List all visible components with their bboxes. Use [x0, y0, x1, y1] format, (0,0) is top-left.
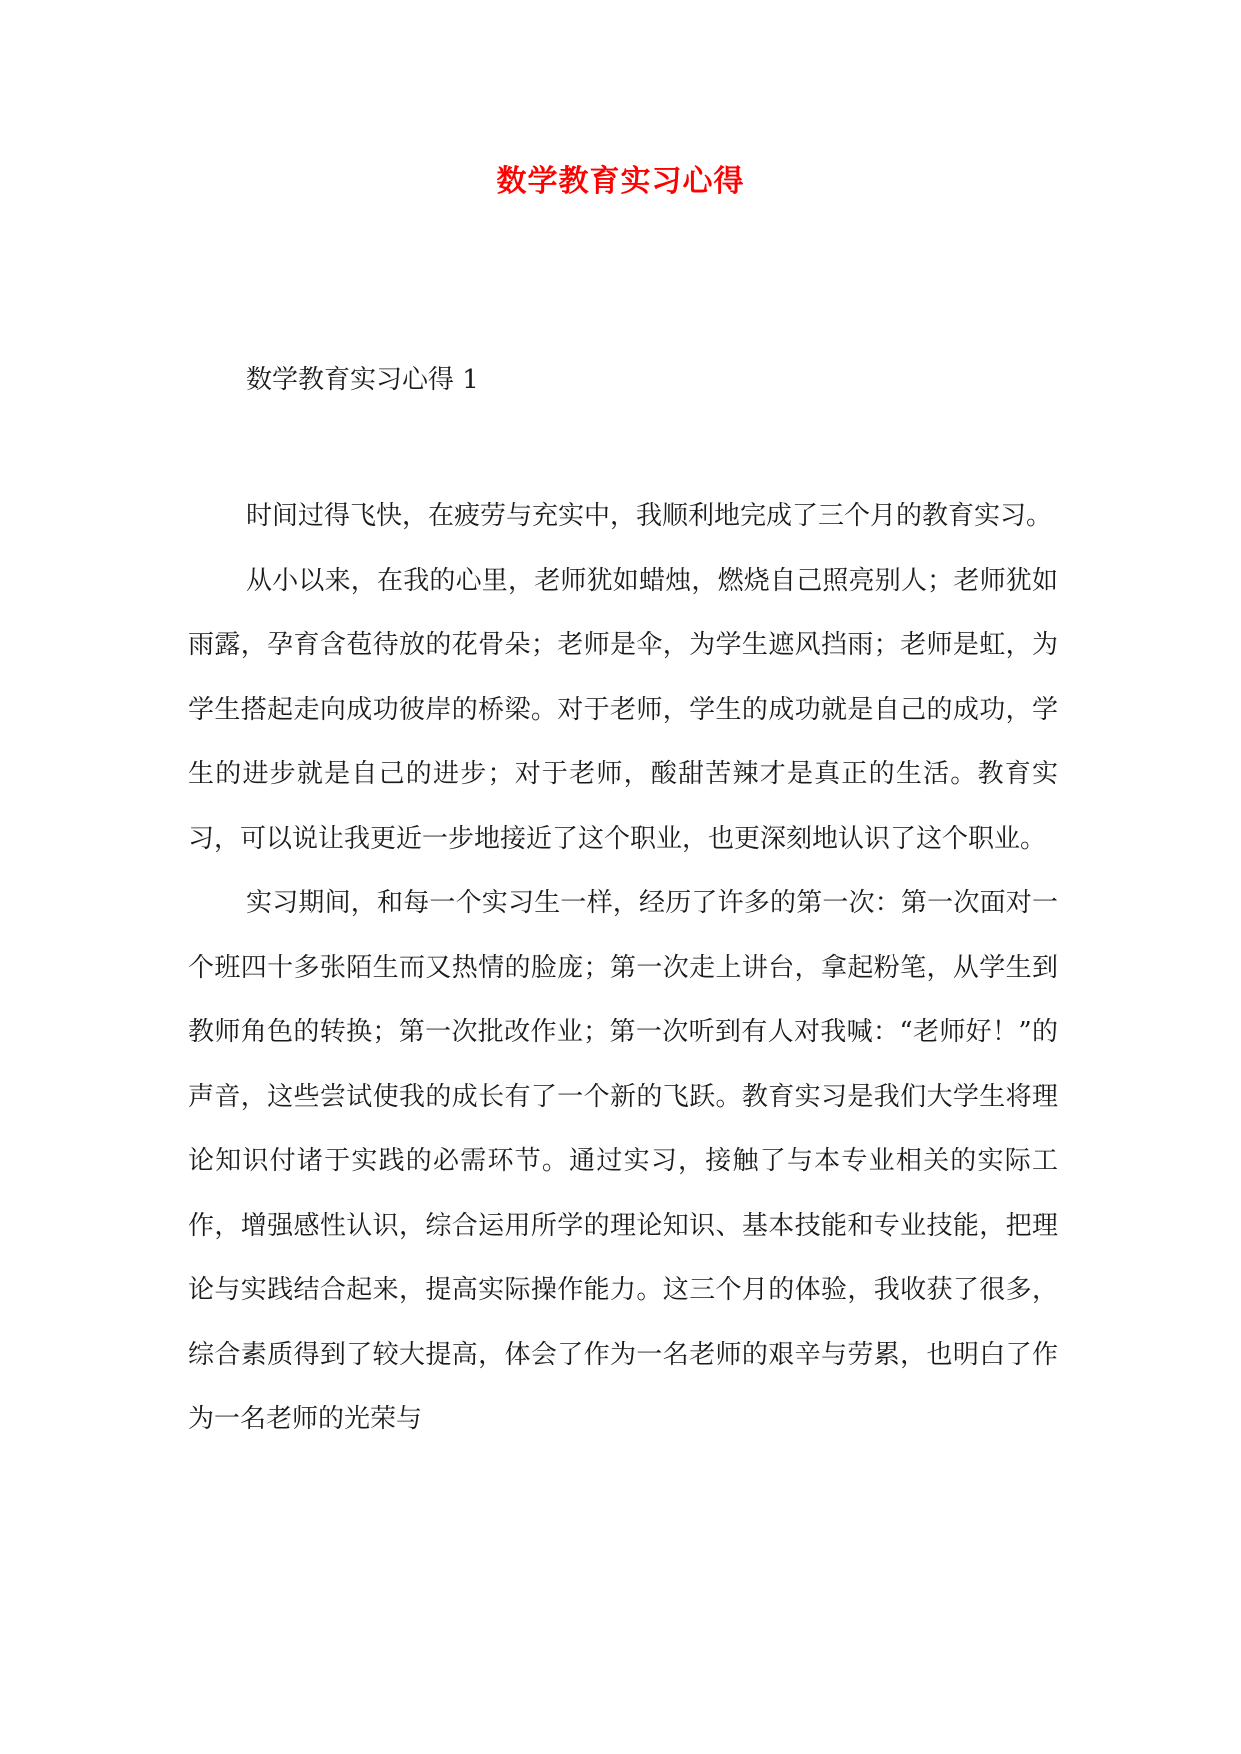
- document-title: 数学教育实习心得: [496, 164, 745, 199]
- document-body: [188, 484, 1058, 1452]
- section-heading: 数学教育实习心得 1: [246, 365, 479, 395]
- paragraph: 从小以来，在我的心里，老师犹如蜡烛，燃烧自己照亮别人；老师犹如雨露，孕育含苞待放的花骨朵；老师是伞，为学生遮风挡雨；老师是虹，为学生搭起走向成功彼岸的桥梁。对于老师，学生的成功就是自己的成功，学生的进步就是自己的进步；对于老师，酸甜苦辣才是真正的生活。教育实习，可以说让我更近一步地接近了这个职业，也更深刻地认识了这个职业。: [188, 565, 1058, 854]
- paragraph: 时间过得飞快，在疲劳与充实中，我顺利地完成了三个月的教育实习。: [246, 501, 1053, 531]
- paragraph: 实习期间，和每一个实习生一样，经历了许多的第一次：第一次面对一个班四十多张陌生而又热情的脸庞；第一次走上讲台，拿起粉笔，从学生到教师角色的转换；第一次批改作业；第一次听到有人对我喊：“老师好！”的声音，这些尝试使我的成长有了一个新的飞跃。教育实习是我们大学生将理论知识付诸于实践的必需环节。通过实习，接触了与本专业相关的实际工作，增强感性认识，综合运用所学的理论知识、基本技能和专业技能，把理论与实践结合起来，提高实际操作能力。这三个月的体验，我收获了很多，综合素质得到了较大提高，体会了作为一名老师的艰辛与劳累，也明白了作为一名老师的光荣与: [188, 888, 1058, 1434]
